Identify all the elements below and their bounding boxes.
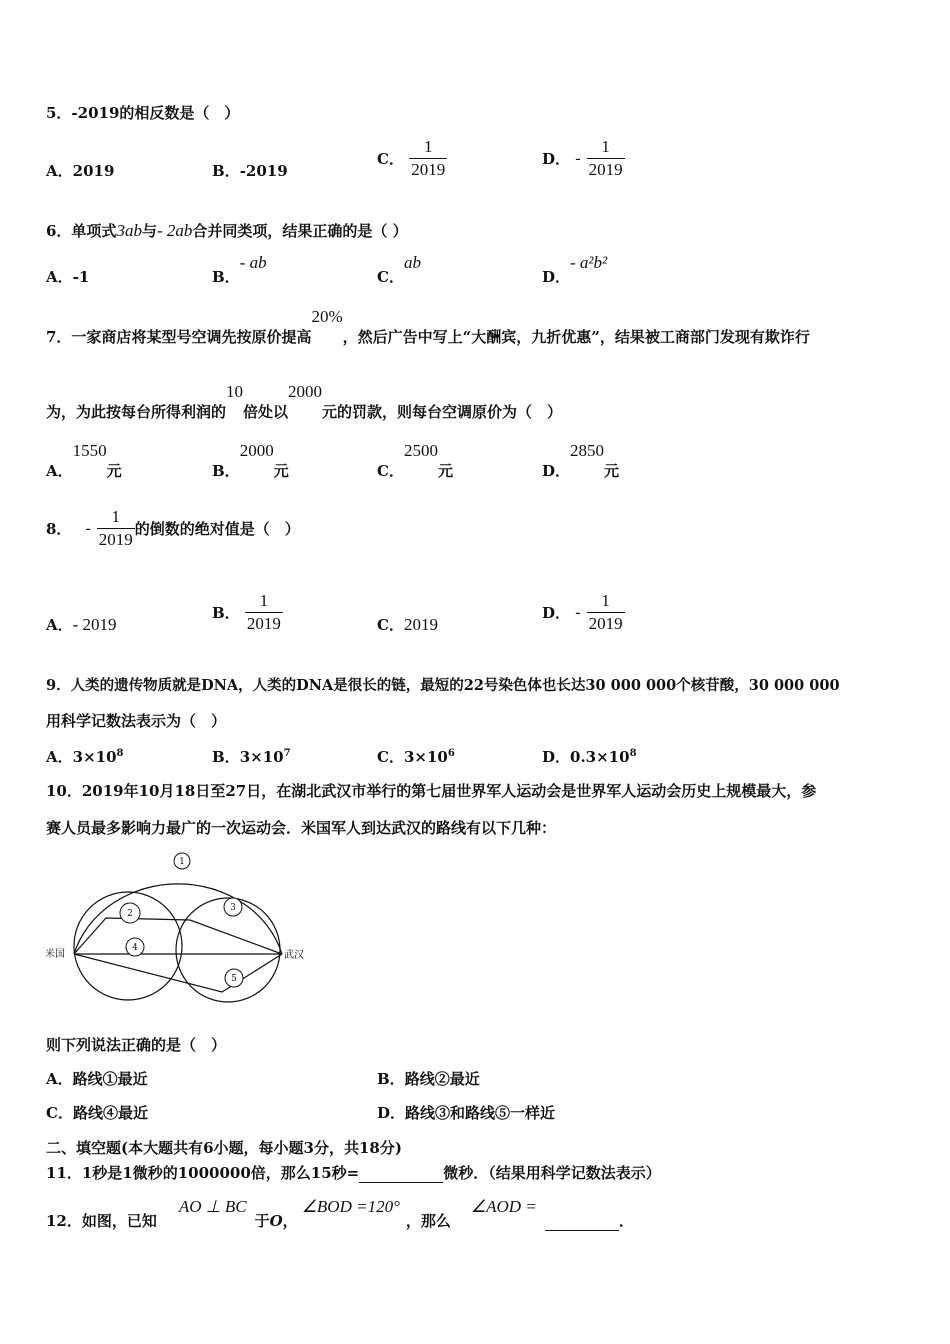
fraction [587, 590, 625, 635]
q8-option-a[interactable] [46, 614, 117, 635]
option-value: -1 [72, 268, 90, 286]
q10-option-b[interactable] [377, 1068, 480, 1089]
q6-options [46, 253, 906, 306]
route-label-4 [126, 938, 144, 956]
q7-line1-pre: 7．一家商店将某型号空调先按原价提高 [46, 328, 312, 346]
q5-options [46, 136, 906, 180]
q8-options [46, 590, 906, 634]
q6-stem-pre: 6．单项式 [46, 222, 117, 240]
q12-expr1: AO ⊥ BC [178, 1197, 247, 1216]
q12-end: ． [618, 1212, 634, 1230]
q10-option-c[interactable] [46, 1102, 148, 1123]
q12-stem [46, 1197, 634, 1231]
section-title: 二、填空题(本大题共有6小题，每小题3分，共18分) [46, 1139, 402, 1157]
option-label: D． [542, 268, 571, 286]
fraction-denominator: 2019 [411, 160, 446, 179]
q8-option-c[interactable] [377, 614, 438, 635]
option-value: 2019 [72, 162, 115, 180]
fraction-denominator: 2019 [588, 614, 623, 633]
option-label: C． [377, 748, 404, 766]
q7-option-b[interactable] [212, 441, 289, 481]
q8-option-d[interactable] [542, 590, 625, 635]
route-label-2 [120, 903, 140, 923]
q10-line2: 赛人员最多影响力最广的一次运动会．米国军人到达武汉的路线有以下几种： [46, 819, 557, 837]
q8-number: 8． [46, 520, 72, 538]
minus-sign: - [575, 603, 581, 621]
fraction-denominator: 2019 [588, 160, 623, 179]
q12-expr2: ∠BOD =120° [301, 1197, 400, 1216]
fraction-numerator: 1 [245, 590, 283, 613]
q6-stem [46, 220, 408, 241]
q7-line2-b: 倍处以 [243, 403, 289, 421]
option-value: 路线①最近 [72, 1070, 148, 1088]
option-unit: 元 [106, 462, 122, 480]
option-label: D． [542, 150, 571, 168]
q6-option-d[interactable] [542, 253, 608, 287]
option-label: A． [46, 462, 73, 480]
q8-stem-post: 的倒数的绝对值是（ ） [134, 520, 300, 538]
svg-text:4: 4 [132, 943, 138, 953]
option-base: 3×10 [239, 748, 284, 766]
right-label: 武汉 [284, 950, 304, 961]
option-label: D． [542, 604, 571, 622]
option-label: B． [377, 1070, 405, 1088]
fraction [245, 590, 283, 635]
option-label: C． [377, 268, 404, 286]
fraction-numerator: 1 [97, 506, 135, 529]
option-value: - ab [239, 253, 267, 272]
q11-stem [46, 1162, 661, 1183]
option-value: ab [403, 253, 421, 272]
option-label: B． [212, 162, 240, 180]
q8-stem [46, 506, 300, 551]
option-value: -2019 [239, 162, 288, 180]
q7-fine: 2000 [288, 382, 323, 401]
q7-option-d[interactable] [542, 441, 620, 481]
q10-line1: 10．2019年10月18日至27日，在湖北武汉市举行的第七届世界军人运动会是世界军人运动会历史上规模最大，参 [46, 782, 817, 800]
option-exponent: 6 [447, 748, 455, 759]
q9-option-b[interactable] [212, 746, 291, 767]
svg-text:1: 1 [179, 857, 185, 867]
q12-mid2: ， [282, 1212, 298, 1230]
q7-times: 10 [226, 382, 244, 401]
fraction-denominator: 2019 [98, 530, 133, 549]
option-label: A． [46, 748, 73, 766]
svg-text:3: 3 [230, 903, 236, 913]
option-label: B． [212, 462, 240, 480]
q9-line1: 9．人类的遗传物质就是DNA，人类的DNA是很长的链，最短的22号染色体也长达30 000 000个核苷酸，30 000 000 [46, 677, 840, 694]
q8-option-b[interactable] [212, 590, 283, 635]
q11-answer-blank[interactable] [359, 1166, 443, 1183]
svg-text:2: 2 [127, 909, 133, 919]
minus-sign: - [85, 519, 91, 537]
fraction-numerator: 1 [409, 136, 447, 159]
option-unit: 元 [273, 462, 289, 480]
option-base: 3×10 [403, 748, 448, 766]
route-diagram [44, 850, 314, 1010]
q6-option-a[interactable] [46, 266, 89, 287]
q6-option-b[interactable] [212, 253, 267, 287]
fraction [409, 136, 447, 181]
q7-line2 [46, 382, 563, 422]
q11-post: 微秒．（结果用科学记数法表示） [443, 1164, 661, 1182]
q7-line1 [46, 307, 810, 347]
q12-pre: 12．如图，已知 [46, 1212, 157, 1230]
option-value: 1550 [72, 441, 107, 460]
q6-term2: - 2ab [156, 221, 193, 240]
q5-option-b[interactable] [212, 160, 288, 181]
fraction-denominator: 2019 [246, 614, 281, 633]
q12-expr3: ∠AOD = [470, 1197, 537, 1216]
fraction [587, 136, 625, 181]
option-label: D． [377, 1104, 406, 1122]
q7-line2-c: 元的罚款，则每台空调原价为（ ） [322, 403, 563, 421]
q10-option-d[interactable] [377, 1102, 555, 1123]
option-base: 0.3×10 [570, 748, 630, 766]
option-value: 2850 [570, 441, 605, 460]
option-label: C． [377, 462, 404, 480]
q10-options-row2 [46, 1102, 906, 1142]
option-value: - a²b² [570, 253, 608, 272]
option-value: 路线④最近 [72, 1104, 148, 1122]
option-label: A． [46, 616, 73, 634]
option-value: 路线②最近 [404, 1070, 480, 1088]
option-unit: 元 [437, 462, 453, 480]
q7-option-a[interactable] [46, 441, 122, 481]
q10-ask: 则下列说法正确的是（ ） [46, 1036, 227, 1054]
q9-option-d[interactable] [542, 746, 637, 767]
q12-mid1: 于 [254, 1212, 270, 1230]
option-label: C． [377, 616, 404, 634]
option-label: A． [46, 1070, 73, 1088]
q7-line1-post: ，然后广告中写上“大酬宾，九折优惠”，结果被工商部门发现有欺诈行 [342, 328, 810, 346]
q7-options [46, 441, 906, 500]
fraction-numerator: 1 [587, 590, 625, 613]
option-label: D． [542, 462, 571, 480]
option-base: 3×10 [72, 748, 117, 766]
q7-option-c[interactable] [377, 441, 453, 481]
q11-pre: 11．1秒是1微秒的1000000倍，那么15秒= [46, 1164, 360, 1182]
option-exponent: 7 [283, 748, 291, 759]
option-value: 路线③和路线⑤一样近 [405, 1104, 556, 1122]
route-label-5 [225, 969, 243, 987]
fraction [97, 506, 135, 551]
q7-line2-a: 为，为此按每台所得利润的 [46, 403, 227, 421]
fraction-numerator: 1 [587, 136, 625, 159]
svg-text:5: 5 [231, 974, 237, 984]
q12-answer-blank[interactable] [545, 1214, 619, 1231]
option-exponent: 8 [116, 748, 124, 759]
q6-stem-mid: 与 [141, 222, 157, 240]
q6-term1: 3ab [116, 221, 142, 240]
route-5-path [74, 954, 282, 992]
option-label: B． [212, 604, 240, 622]
q12-point: O [269, 1212, 283, 1230]
option-label: A． [46, 268, 73, 286]
q5-option-a[interactable] [46, 160, 114, 181]
q9-option-a[interactable] [46, 746, 124, 767]
option-value: 2019 [403, 615, 438, 634]
left-label: 米国 [45, 949, 65, 960]
q5-stem: 5．-2019的相反数是（ ） [46, 104, 240, 122]
minus-sign: - [575, 149, 581, 167]
q10-option-a[interactable] [46, 1068, 148, 1089]
q6-stem-post: 合并同类项，结果正确的是（ ） [192, 222, 408, 240]
q6-option-c[interactable] [377, 253, 421, 287]
q12-mid3: ，那么 [405, 1212, 451, 1230]
route-label-3 [224, 898, 242, 916]
option-exponent: 8 [629, 748, 637, 759]
option-unit: 元 [604, 462, 620, 480]
option-label: D． [542, 748, 571, 766]
option-label: A． [46, 162, 73, 180]
route-label-1 [174, 853, 190, 869]
option-value: 2000 [239, 441, 274, 460]
option-value: - 2019 [72, 615, 117, 634]
option-label: B． [212, 748, 240, 766]
q5-option-c[interactable] [377, 136, 447, 181]
q9-line2: 用科学记数法表示为（ ） [46, 712, 227, 730]
q5-option-d[interactable] [542, 136, 625, 181]
q9-option-c[interactable] [377, 746, 455, 767]
option-value: 2500 [403, 441, 438, 460]
option-label: C． [377, 150, 404, 168]
option-label: B． [212, 268, 240, 286]
option-label: C． [46, 1104, 73, 1122]
q7-percent: 20% [311, 307, 343, 326]
